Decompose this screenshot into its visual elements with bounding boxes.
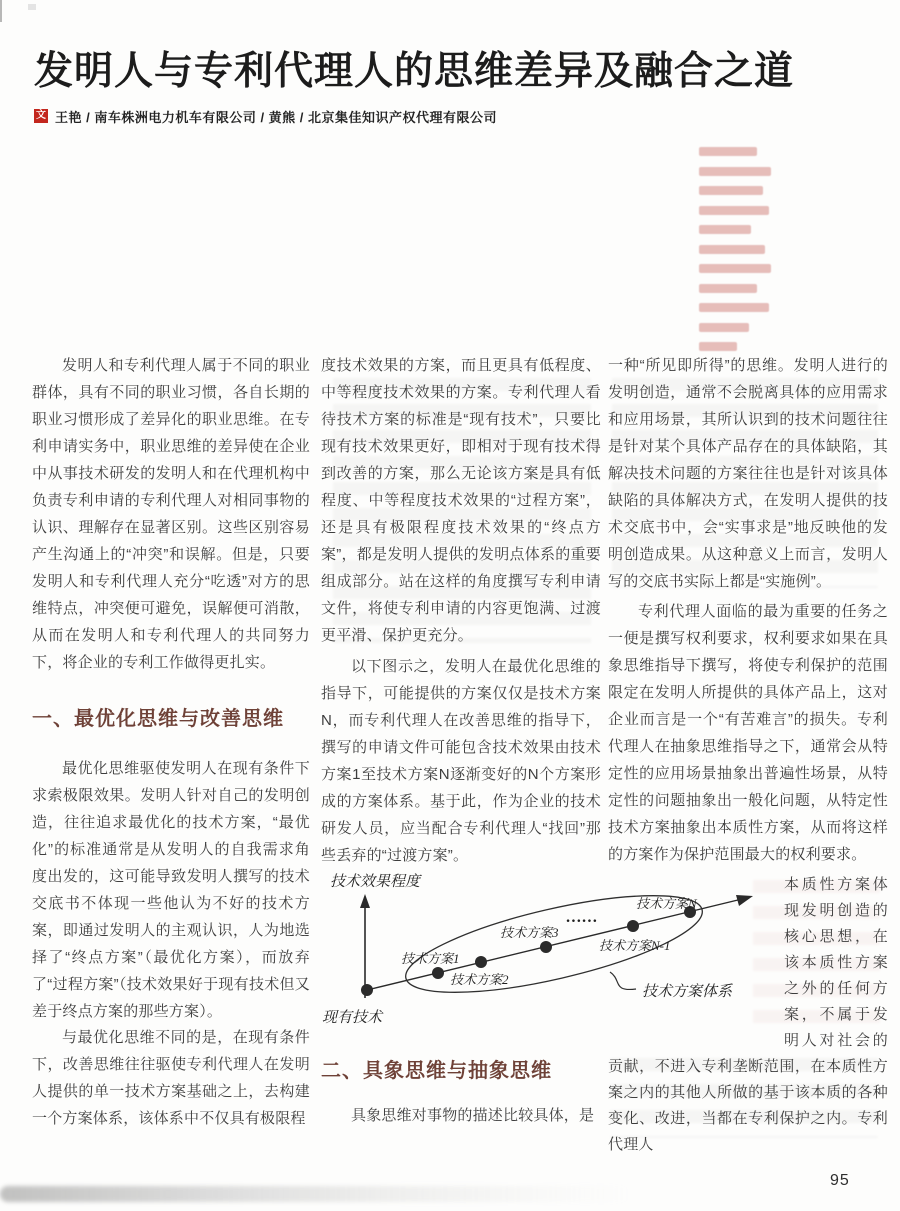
- paragraph: 度技术效果的方案，而且更具有低程度、中等程度技术效果的方案。专利代理人看待技术方案的标准是“现有技术”，只要比现有技术效果更好，即相对于现有技术得到改善的方案，那么无论该方案是具有低程度、中等程度技术效果的“过程方案”，还是具有极限程度技术效果的“终点方案”，都是发明人提供的发明点体系的重要组成部分。站在这样的角度撰写专利申请文件，将使专利申请的内容更饱满、过渡更平滑、保护更充分。: [321, 357, 601, 644]
- point-solution-2: [475, 956, 487, 968]
- solution-2-label: 技术方案2: [450, 972, 509, 987]
- section-heading-2: 二、具象思维与抽象思维: [321, 1060, 552, 1082]
- solution-3-label: 技术方案3: [500, 925, 559, 940]
- solution-n-1-label: 技术方案N-1: [599, 938, 671, 953]
- column-1: [32, 0, 310, 1211]
- callout-squiggle: [610, 972, 636, 989]
- point-existing-technology: [361, 984, 373, 996]
- point-solution-n-1: [627, 920, 639, 932]
- origin-label: 现有技术: [322, 1010, 383, 1026]
- section-heading-1: 一、最优化思维与改善思维: [32, 708, 284, 730]
- paragraph-text: 本质性方案体现发明创造的核心思想，在该本质性方案之外的任何方案，不属于发明人对社会的贡献，不进入专利垄断范围，在本质性方案之内的其他人所做的基于该本质的各种变化、改进，当都在专利保护之内。专利代理人: [608, 876, 888, 1153]
- author-label-icon: 文: [36, 110, 46, 121]
- trend-arrowhead-icon: [736, 895, 753, 906]
- point-solution-1: [432, 967, 444, 979]
- paragraph: 与最优化思维不同的是，在现有条件下，改善思维往往驱使专利代理人在发明人提供的单一技术方案基础之上，去构建一个方案体系，该体系中不仅具有极限程: [32, 1029, 310, 1127]
- scan-edge-artifact: [0, 0, 2, 22]
- paragraph: 以下图示之，发明人在最优化思维的指导下，可能提供的方案仅仅是技术方案N，而专利代理人在改善思维的指导下，撰写的申请文件可能包含技术效果由技术方案1至技术方案N逐渐变好的N个方案形成的方案体系。基于此，作为企业的技术研发人员，应当配合专利代理人“找回”那些丢弃的“过渡方案”。: [321, 658, 601, 864]
- y-axis-arrowhead-icon: [360, 894, 370, 908]
- ellipsis-label: ……: [566, 909, 598, 926]
- authors-line: 王艳 / 南车株洲电力机车有限公司 / 黄熊 / 北京集佳知识产权代理有限公司: [55, 109, 498, 125]
- solution-1-label: 技术方案1: [401, 951, 460, 966]
- point-solution-3: [540, 941, 552, 953]
- paragraph: 最优化思维驱使发明人在现有条件下求索极限效果。发明人针对自己的发明创造，往往追求最优化的技术方案，“最优化”的标准通常是从发明人的自我需求角度出发的，这可能导致发明人撰写的技术交底书不体现一些他认为不好的技术方案，即通过发明人的主观认识，人为地选择了“终点方案”（最优化方案），而放弃了“过程方案”（技术效果好于现有技术但又差于终点方案的那些方案）。: [32, 760, 310, 1020]
- paragraph: 发明人和专利代理人属于不同的职业群体，具有不同的职业习惯，各自长期的职业习惯形成了差异化的职业思维。在专利申请实务中，职业思维的差异使在企业中从事技术研发的发明人和在代理机构中负责专利申请的专利代理人对相同事物的认识、理解存在显著区别。这些区别容易产生沟通上的“冲突”和误解。但是，只要发明人和专利代理人充分“吃透”对方的思维特点，冲突便可避免，误解便可消散，从而在发明人和专利代理人的共同努力下，将企业的专利工作做得更扎实。: [32, 357, 310, 671]
- y-axis-label: 技术效果程度: [330, 874, 421, 890]
- article-title: 发明人与专利代理人的思维差异及融合之道: [34, 50, 795, 93]
- solution-n-label: 技术方案N: [636, 896, 697, 911]
- paragraph: 专利代理人面临的最为重要的任务之一便是撰写权利要求，权利要求如果在具象思维指导下撰写，将使专利保护的范围限定在发明人所提供的具体产品上，这对企业而言是一个“有苦难言”的损失。专利代理人在抽象思维指导之下，通常会从特定性的应用场景抽象出普遍性场景，从特定性的问题抽象出一般化问题，从特定性技术方案抽象出本质性方案，从而将这样的方案作为保护范围最大的权利要求。: [608, 603, 888, 863]
- paragraph: 一种“所见即所得”的思维。发明人进行的发明创造，通常不会脱离具体的应用需求和应用场景，其所认识到的技术问题往往是针对某个具体产品存在的具体缺陷，其解决技术问题的方案往往也是针对该具体缺陷的具体解决方式，在发明人提供的技术交底书中，会“实事求是”地反映他的发明创造成果。从这种意义上而言，发明人写的交底书实际上都是“实施例”。: [608, 357, 888, 590]
- page-number: 95: [830, 1172, 850, 1189]
- paragraph: 具象思维对事物的描述比较具体，是: [351, 1107, 595, 1124]
- solution-system-label: 技术方案体系: [642, 984, 733, 1000]
- technical-solution-diagram: [318, 866, 770, 1044]
